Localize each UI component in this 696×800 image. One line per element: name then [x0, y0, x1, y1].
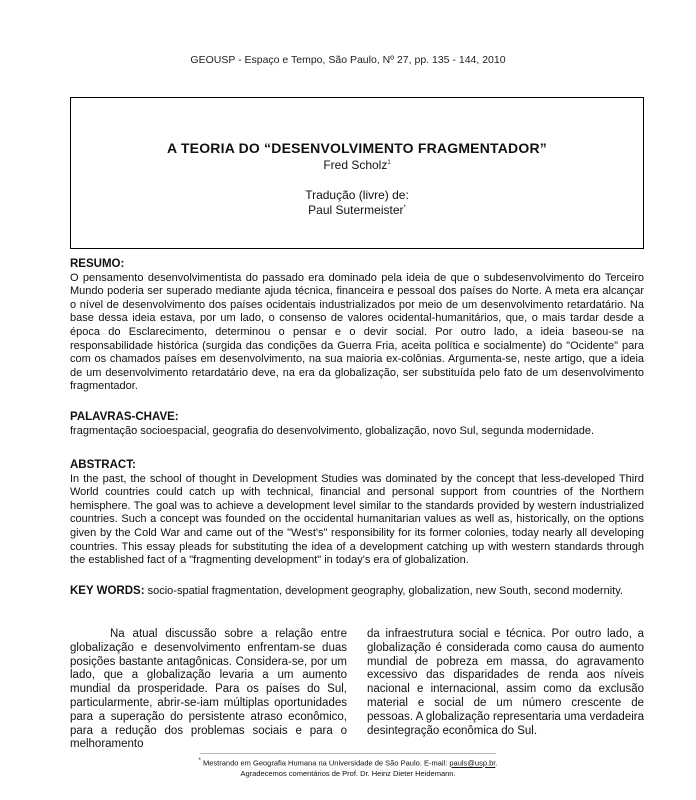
article-title: A TEORIA DO “DESENVOLVIMENTO FRAGMENTADOR” — [167, 140, 547, 156]
footnote-1-mark: * — [198, 758, 201, 764]
key-words-section — [70, 585, 644, 599]
body-paragraph: Na atual discussão sobre a relação entre globalização e desenvolvimento enfrentam-se duas posições bastante antagônicas. Considera-se, por um lado, que a globalização levaria a um aumento mundial da prosperidade. Para os países do Sul, particularmente, abrir-se-iam múltiplas oportunidades para a superação do persistente atraso econômico, para a redução dos problemas sociais e para o melhoramento — [70, 628, 347, 751]
body-column-right — [367, 628, 644, 738]
title-box — [70, 97, 644, 249]
palavras-chave-heading: PALAVRAS-CHAVE: — [70, 411, 179, 423]
footnote-rule — [200, 753, 496, 754]
abstract-text: In the past, the school of thought in Development Studies was dominated by the concept that less-developed Third World countries could catch up with technical, financial and personal support from countries of the Northern hemisphere. The goal was to achieve a development level similar to the standards provided by western industrialized countries. Such a concept was founded on the occidental humanitarian values as well as, historically, on the options given by the Cold War and came out of the "West's" responsibility for its former colonies, today nearly all developing countries. This essay pleads for substituting the idea of a development catching up with western standards through the established fact of a "fragmenting development" in today's era of globalization. — [70, 472, 644, 567]
resumo-section — [70, 258, 644, 394]
footnote-1 — [0, 756, 696, 769]
author-line — [71, 158, 643, 172]
footnote-2: Agradecemos comentários de Prof. Dr. Heinz Dieter Heidemann. — [240, 768, 456, 778]
translator-footnote-mark: * — [403, 205, 406, 211]
translator-name: Paul Sutermeister — [308, 203, 404, 217]
abstract-heading: ABSTRACT: — [70, 459, 136, 471]
author-footnote-mark: 1 — [387, 160, 391, 166]
palavras-chave-text: fragmentação socioespacial, geografia do desenvolvimento, globalização, novo Sul, segunda modernidade. — [70, 424, 595, 437]
author-name: Fred Scholz — [323, 158, 388, 172]
abstract-section — [70, 459, 644, 568]
key-words-text: socio-spatial fragmentation, development geography, globalization, new South, second modernity. — [147, 585, 623, 597]
translator-line — [71, 203, 643, 217]
body-column-left — [70, 628, 347, 752]
footnotes — [0, 756, 696, 779]
body-paragraph-continued: da infraestrutura social e técnica. Por outro lado, a globalização é considerada como causa do aumento mundial de pobreza em massa, do agravamento excessivo das disparidades de renda aos níveis nacional e internacional, assim como da exclusão material e social de um número crescente de pessoas. A globalização representaria uma verdadeira desintegração econômica do Sul. — [367, 628, 644, 737]
footnote-1-end: . — [495, 758, 498, 768]
footnote-1-text: Mestrando em Geografia Humana na Universidade de São Paulo. E-mail: — [202, 758, 448, 768]
key-words-heading: KEY WORDS: — [70, 585, 145, 597]
resumo-heading: RESUMO: — [70, 258, 125, 270]
running-head: GEOUSP - Espaço e Tempo, São Paulo, Nº 27, pp. 135 - 144, 2010 — [190, 54, 506, 66]
translation-label: Tradução (livre) de: — [305, 188, 409, 202]
palavras-chave-section — [70, 411, 644, 438]
author-email-link[interactable]: pauls@usp.br — [449, 758, 496, 768]
resumo-text: O pensamento desenvolvimentista do passado era dominado pela ideia de que o subdesenvolvimento do Terceiro Mundo poderia ser superado mediante ajuda técnica, financeira e pessoal dos países do Norte. A meta era alcançar o nível de desenvolvimento dos países ocidentais industrializados por meio de um desenvolvimento retardatário. Na base dessa ideia estava, por um lado, o consenso de valores ocidental-humanitários, que, o mais tardar desde a época do Esclarecimento, determinou o pensar e o devir social. Por outro lado, a ideia baseou-se na responsabilidade histórica (surgida das condições da Guerra Fria, aceita política e socialmente) do "Ocidente" para com os chamados países em desenvolvimento, na sua maioria ex-colônias. Argumenta-se, neste artigo, que a ideia de um desenvolvimento retardatário deve, na era da globalização, ser substituída pelo fato de um desenvolvimento fragmentador. — [70, 271, 644, 393]
